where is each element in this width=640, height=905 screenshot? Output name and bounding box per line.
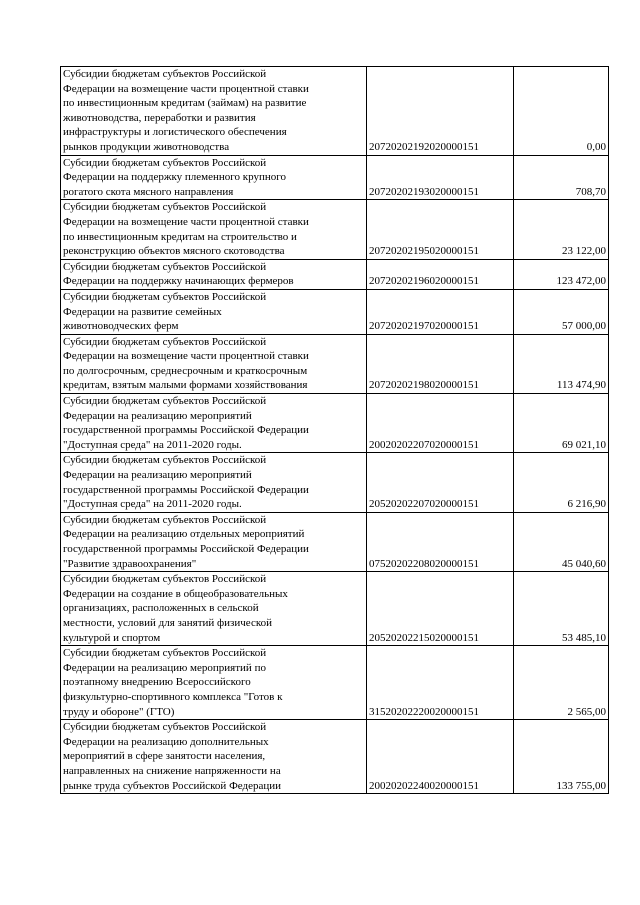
subsidy-name-cell <box>61 453 367 512</box>
subsidy-name-line: рогатого скота мясного направления <box>63 185 234 198</box>
subsidy-name-line: Субсидии бюджетам субъектов Российской <box>63 156 267 169</box>
subsidy-name-line: рынке труда субъектов Российской Федерации <box>63 779 282 792</box>
amount-cell: 708,70 <box>514 155 609 200</box>
budget-code-cell: 20520202215020000151 <box>367 572 514 646</box>
subsidy-name-cell <box>61 512 367 571</box>
subsidy-name-line: Субсидии бюджетам субъектов Российской <box>63 454 267 467</box>
subsidy-name-line: государственной программы Российской Федерации <box>63 543 309 555</box>
table-row <box>61 572 609 646</box>
budget-code-cell: 07520202208020000151 <box>367 512 514 571</box>
budget-code-cell: 31520202220020000151 <box>367 646 514 720</box>
subsidy-name-line: Субсидии бюджетам субъектов Российской <box>63 260 267 273</box>
subsidy-name-line: по инвестиционным кредитам (займам) на развитие <box>63 97 307 110</box>
subsidy-name-line: труду и обороне" (ГТО) <box>63 705 175 718</box>
subsidy-name-line: "Доступная среда" на 2011-2020 годы. <box>63 438 242 451</box>
subsidy-name-line: Субсидии бюджетам субъектов Российской <box>63 395 267 408</box>
subsidy-name-line: Субсидии бюджетам субъектов Российской <box>63 513 267 526</box>
subsidy-name-line: Субсидии бюджетам субъектов Российской <box>63 647 267 660</box>
table-row <box>61 155 609 200</box>
subsidy-name-line: поэтапному внедрению Всероссийского <box>63 676 251 689</box>
subsidy-name-cell <box>61 394 367 453</box>
subsidy-name-cell <box>61 200 367 259</box>
subsidy-name-line: Субсидии бюджетам субъектов Российской <box>63 68 267 80</box>
amount-cell: 23 122,00 <box>514 200 609 259</box>
subsidy-name-line: Федерации на возмещение части процентной ставки <box>63 350 309 363</box>
subsidy-name-line: "Доступная среда" на 2011-2020 годы. <box>63 498 242 511</box>
subsidy-name-line: Субсидии бюджетам субъектов Российской <box>63 201 267 214</box>
subsidy-name-line: Федерации на реализацию отдельных мероприятий <box>63 528 305 541</box>
subsidy-name-line: животноводства, переработки и развития <box>63 111 256 124</box>
amount-cell: 69 021,10 <box>514 394 609 453</box>
budget-code-cell: 20020202240020000151 <box>367 720 514 794</box>
budget-code-cell: 20720202195020000151 <box>367 200 514 259</box>
subsidy-name-line: Субсидии бюджетам субъектов Российской <box>63 290 267 303</box>
table-row <box>61 394 609 453</box>
budget-code-cell: 20720202197020000151 <box>367 289 514 334</box>
subsidy-name-cell <box>61 155 367 200</box>
amount-cell: 123 472,00 <box>514 259 609 289</box>
subsidy-name-line: Федерации на создание в общеобразовательных <box>63 587 288 600</box>
budget-code-cell: 20720202193020000151 <box>367 155 514 200</box>
subsidy-name-line: местности, условий для занятий физической <box>63 616 273 629</box>
table-row <box>61 200 609 259</box>
budget-code-cell: 20020202207020000151 <box>367 394 514 453</box>
subsidy-name-line: мероприятий в сфере занятости населения, <box>63 750 266 763</box>
subsidy-name-line: Федерации на реализацию мероприятий <box>63 469 252 482</box>
table-row <box>61 720 609 794</box>
budget-code-cell: 20720202192020000151 <box>367 67 514 156</box>
subsidy-name-line: реконструкцию объектов мясного скотоводства <box>63 245 285 258</box>
subsidy-name-line: Федерации на поддержку племенного крупного <box>63 171 286 184</box>
subsidy-name-line: по инвестиционным кредитам на строительство и <box>63 230 297 243</box>
subsidy-name-line: Федерации на развитие семейных <box>63 305 222 318</box>
subsidy-name-cell <box>61 259 367 289</box>
subsidy-name-line: инфраструктуры и логистического обеспечения <box>63 126 287 139</box>
subsidy-name-cell <box>61 720 367 794</box>
amount-cell: 0,00 <box>514 67 609 156</box>
amount-cell: 45 040,60 <box>514 512 609 571</box>
budget-subsidy-table <box>60 66 609 794</box>
budget-code-cell: 20720202198020000151 <box>367 334 514 393</box>
subsidy-name-cell <box>61 646 367 720</box>
subsidy-name-line: Федерации на реализацию дополнительных <box>63 735 269 748</box>
table-row <box>61 646 609 720</box>
subsidy-name-cell <box>61 334 367 393</box>
subsidy-name-cell <box>61 572 367 646</box>
subsidy-name-line: Федерации на реализацию мероприятий по <box>63 661 266 674</box>
budget-code-cell: 20720202196020000151 <box>367 259 514 289</box>
subsidy-name-line: Субсидии бюджетам субъектов Российской <box>63 335 267 348</box>
budget-code-cell: 20520202207020000151 <box>367 453 514 512</box>
subsidy-name-line: Субсидии бюджетам субъектов Российской <box>63 573 267 586</box>
subsidy-name-line: Федерации на возмещение части процентной ставки <box>63 82 309 95</box>
table-row <box>61 453 609 512</box>
table-body <box>61 67 609 794</box>
table-row <box>61 512 609 571</box>
table-row <box>61 289 609 334</box>
subsidy-name-line: животноводческих ферм <box>63 320 179 333</box>
table-row <box>61 334 609 393</box>
amount-cell: 57 000,00 <box>514 289 609 334</box>
subsidy-name-line: кредитам, взятым малыми формами хозяйствования <box>63 379 308 392</box>
amount-cell: 53 485,10 <box>514 572 609 646</box>
amount-cell: 133 755,00 <box>514 720 609 794</box>
subsidy-name-line: физкультурно-спортивного комплекса "Готов к <box>63 690 283 703</box>
subsidy-name-line: по долгосрочным, среднесрочным и краткосрочным <box>63 364 308 377</box>
subsidy-name-cell <box>61 67 367 156</box>
subsidy-name-line: Субсидии бюджетам субъектов Российской <box>63 721 267 734</box>
subsidy-name-line: государственной программы Российской Федерации <box>63 424 309 437</box>
subsidy-name-line: Федерации на поддержку начинающих фермеров <box>63 275 294 288</box>
subsidy-name-line: организациях, расположенных в сельской <box>63 602 259 615</box>
subsidy-name-line: государственной программы Российской Федерации <box>63 483 309 496</box>
table-row <box>61 259 609 289</box>
amount-cell: 6 216,90 <box>514 453 609 512</box>
subsidy-name-line: Федерации на возмещение части процентной ставки <box>63 215 309 228</box>
subsidy-name-line: направленных на снижение напряженности на <box>63 764 281 777</box>
subsidy-name-line: рынков продукции животноводства <box>63 140 230 153</box>
subsidy-name-line: культурой и спортом <box>63 631 161 644</box>
subsidy-name-cell <box>61 289 367 334</box>
amount-cell: 2 565,00 <box>514 646 609 720</box>
table-row <box>61 67 609 156</box>
subsidy-name-line: Федерации на реализацию мероприятий <box>63 409 252 422</box>
subsidy-name-line: "Развитие здравоохранения" <box>63 557 197 570</box>
amount-cell: 113 474,90 <box>514 334 609 393</box>
